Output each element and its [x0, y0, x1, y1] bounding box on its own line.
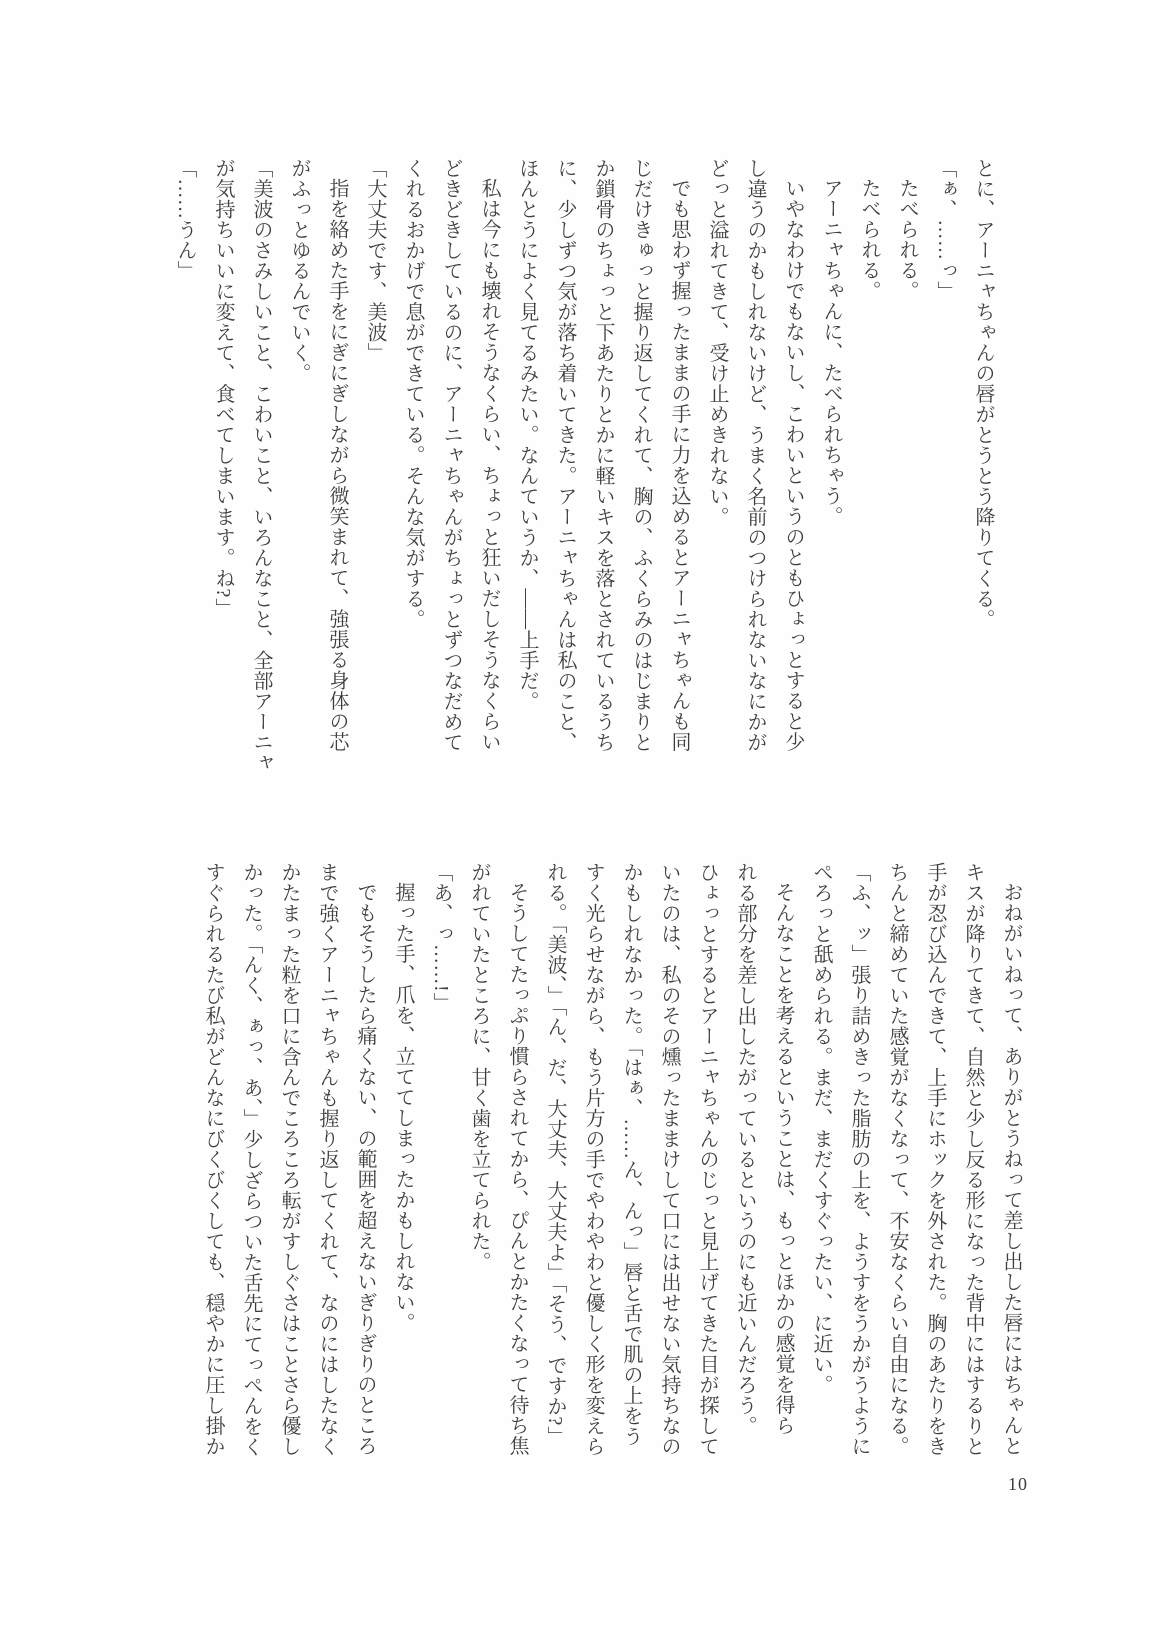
- text-line: が気持ちいいに変えて、食べてしまいます。ね?」: [212, 158, 234, 619]
- text-line: どきどきしているのに、アーニャちゃんがちょっとずつなだめて: [440, 158, 462, 753]
- text-line: いたのは、私のその燻ったままけして口には出せない気持ちなの: [658, 862, 680, 1457]
- text-line: れる部分を差し出したがっているというのにも近いんだろう。: [734, 862, 756, 1436]
- text-line: 手が忍び込んできて、上手にホックを外された。胸のあたりをき: [924, 862, 946, 1457]
- text-line: ひょっとするとアーニャちゃんのじっと見上げてきた目が探して: [696, 862, 718, 1457]
- text-line: ほんとうによく見てるみたい。なんていうか、――上手だ。: [516, 158, 538, 712]
- text-line: すく光らせながら、もう片方の手でやわやわと優しく形を変えら: [582, 862, 604, 1457]
- text-line: すぐられるたび私がどんなにびくびくしても、穏やかに圧し掛か: [202, 862, 224, 1457]
- text-line: くれるおかげで息ができている。そんな気がする。: [402, 158, 424, 630]
- text-line: 「ぁ、……っ」: [934, 158, 956, 302]
- text-line: 「美波のさみしいこと、こわいこと、いろんなこと、全部アーニャ: [250, 158, 272, 773]
- text-line: 握った手、爪を、立ててしまったかもしれない。: [392, 882, 414, 1333]
- text-line: アーニャちゃんに、たべられちゃう。: [820, 178, 842, 527]
- text-line: そうしてたっぷり慣らされてから、ぴんとかたくなって待ち焦: [506, 882, 528, 1456]
- text-line: たべられる。: [896, 178, 918, 301]
- text-line: 指を絡めた手をにぎにぎしながら微笑まれて、強張る身体の芯: [326, 178, 348, 752]
- text-line: 「……うん」: [174, 158, 196, 281]
- text-line: そんなことを考えるということは、もっとほかの感覚を得ら: [772, 882, 794, 1436]
- text-line: がふっとゆるんでいく。: [288, 158, 310, 384]
- text-line: がれていたところに、甘く歯を立てられた。: [468, 862, 490, 1272]
- text-block-top: [166, 158, 1002, 773]
- text-line: かもしれなかった。「はぁ、……ん、んっ」唇と舌で肌の上をう: [620, 862, 642, 1447]
- text-line: れる。「美波、」「ん、だ、大丈夫、大丈夫よ」「そう、ですか?」: [544, 862, 566, 1447]
- text-line: たべられる。: [858, 178, 880, 301]
- text-line: 私は今にも壊れそうなくらい、ちょっと狂いだしそうなくらい: [478, 178, 500, 752]
- text-line: 「大丈夫です、美波」: [364, 158, 386, 363]
- text-line: どっと溢れてきて、受け止めきれない。: [706, 158, 728, 527]
- text-line: でもそうしたら痛くない、の範囲を超えないぎりぎりのところ: [354, 882, 376, 1456]
- text-line: でも思わず握ったままの手に力を込めるとアーニャちゃんも同: [668, 178, 690, 752]
- text-line: かたまった粒を口に含んでころころ転がすしぐさはことさら優し: [278, 862, 300, 1457]
- text-line: キスが降りてきて、自然と少し反る形になった背中にはするりと: [962, 862, 984, 1457]
- text-line: とに、アーニャちゃんの唇がとうとう降りてくる。: [972, 158, 994, 630]
- text-line: し違うのかもしれないけど、うまく名前のつけられないなにかが: [744, 158, 766, 753]
- text-line: いやなわけでもないし、こわいというのともひょっとすると少: [782, 178, 804, 752]
- text-line: おねがいねって、ありがとうねって差し出した唇にはちゃんと: [1000, 882, 1022, 1456]
- text-line: に、少しずつ気が落ち着いてきた。アーニャちゃんは私のこと、: [554, 158, 576, 753]
- text-block-bottom: [194, 862, 1030, 1462]
- text-line: ちんと締めていた感覚がなくなって、不安なくらい自由になる。: [886, 862, 908, 1457]
- text-line: ぺろっと舐められる。まだ、まだくすぐったい、に近い。: [810, 862, 832, 1395]
- text-line: 「あ、っ……!」: [430, 862, 452, 1013]
- text-line: かった。「んく、ぁっ、あ、」少しざらついた舌先にてっぺんをく: [240, 862, 262, 1457]
- text-line: まで強くアーニャちゃんも握り返してくれて、なのにはしたなく: [316, 862, 338, 1457]
- text-line: か鎖骨のちょっと下あたりとかに軽いキスを落とされているうち: [592, 158, 614, 753]
- text-line: 「ふ、ッ」張り詰めきった脂肪の上を、ようすをうかがうように: [848, 862, 870, 1457]
- text-line: じだけきゅっと握り返してくれて、胸の、ふくらみのはじまりと: [630, 158, 652, 753]
- page-number: 10: [1008, 1474, 1028, 1494]
